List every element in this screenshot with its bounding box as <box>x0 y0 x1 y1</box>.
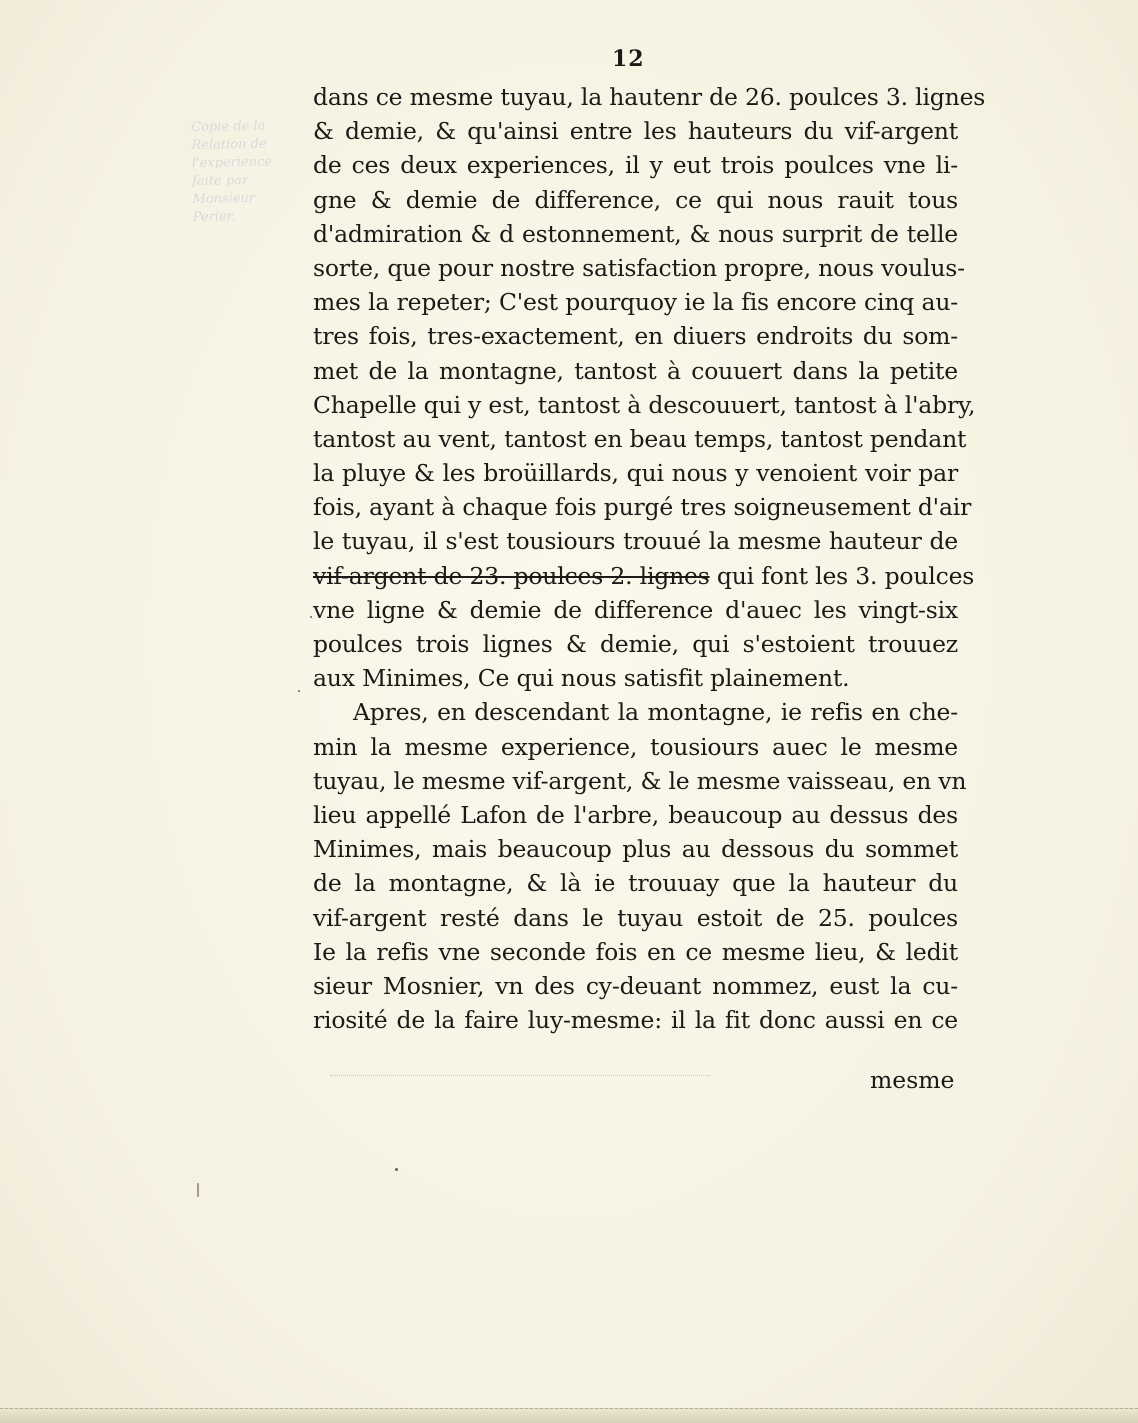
page-number: 12 <box>612 46 645 72</box>
text-line-struck <box>313 559 975 593</box>
text-line: & demie, & qu'ainsi entre les hauteurs du vif-argent <box>313 117 958 146</box>
text-line: tres fois, tres-exactement, en diuers endroits du som- <box>313 322 958 351</box>
ink-speck <box>310 616 312 618</box>
text-line: Ie la refis vne seconde fois en ce mesme lieu, & ledit <box>313 937 958 966</box>
text-line: le tuyau, il s'est tousiours trouué la mesme hauteur de <box>313 527 958 556</box>
text-line: lieu appellé Lafon de l'arbre, beaucoup au dessus des <box>313 800 958 829</box>
text-line: Chapelle qui y est, tantost à descouuert, tantost à l'abry, <box>313 390 976 419</box>
text-line: vne ligne & demie de difference d'auec les vingt-six <box>313 595 958 624</box>
margin-note-line: Monsieur <box>192 190 256 207</box>
text-line: la pluye & les broüillards, qui nous y venoient voir par <box>313 459 958 488</box>
text-line: tantost au vent, tantost en beau temps, tantost pendant <box>313 424 967 453</box>
margin-note-show-through <box>191 117 303 227</box>
paragraph-start-line: Apres, en descendant la montagne, ie refis en che- <box>353 698 958 727</box>
margin-note-line: l'experience <box>191 154 273 171</box>
margin-note-line: faite par <box>192 172 249 189</box>
text-line: de ces deux experiences, il y eut trois poulces vne li- <box>313 151 958 180</box>
text-line: riosité de la faire luy-mesme: il la fit donc aussi en ce <box>313 1006 958 1035</box>
text-line: de la montagne, & là ie trouuay que la hauteur du <box>313 869 958 898</box>
ink-speck <box>395 1168 398 1171</box>
margin-note-line: Copie de la <box>191 118 266 135</box>
struck-text: vif-argent de 23. poulces 2. lignes <box>313 561 710 590</box>
text-line: sieur Mosnier, vn des cy-deuant nommez, eust la cu- <box>313 971 958 1000</box>
text-line: aux Minimes, Ce qui nous satisfit plainement. <box>313 664 850 693</box>
text-line: tuyau, le mesme vif-argent, & le mesme vaisseau, en vn <box>313 766 967 795</box>
catchword: mesme <box>870 1066 955 1094</box>
text-line: Minimes, mais beaucoup plus au dessous du sommet <box>313 835 958 864</box>
text-after-strike: qui font les 3. poulces <box>709 561 975 590</box>
text-line: met de la montagne, tantost à couuert dans la petite <box>313 356 958 385</box>
bleed-through-rule <box>330 1063 710 1076</box>
text-line: dans ce mesme tuyau, la hautenr de 26. poulces 3. lignes <box>313 83 986 111</box>
text-line: gne & demie de difference, ce qui nous rauit tous <box>313 185 958 214</box>
ink-speck <box>298 690 300 692</box>
text-line: min la mesme experience, tousiours auec le mesme <box>313 732 958 761</box>
text-line: poulces trois lignes & demie, qui s'estoient trouuez <box>313 630 958 658</box>
text-line: vif-argent resté dans le tuyau estoit de 25. poulces <box>313 903 958 932</box>
ink-speck <box>197 1183 199 1197</box>
text-line: mes la repeter; C'est pourquoy ie la fis encore cinq au- <box>313 288 958 317</box>
text-line: fois, ayant à chaque fois purgé tres soigneusement d'air <box>313 493 972 522</box>
page-bottom-edge <box>0 1408 1138 1423</box>
margin-note-line: Perier. <box>192 209 236 225</box>
body-text <box>313 80 986 1037</box>
margin-note-line: Relation de <box>191 136 267 153</box>
text-line: d'admiration & d estonnement, & nous surprit de telle <box>313 219 958 248</box>
text-line: sorte, que pour nostre satisfaction propre, nous voulus- <box>313 253 965 282</box>
